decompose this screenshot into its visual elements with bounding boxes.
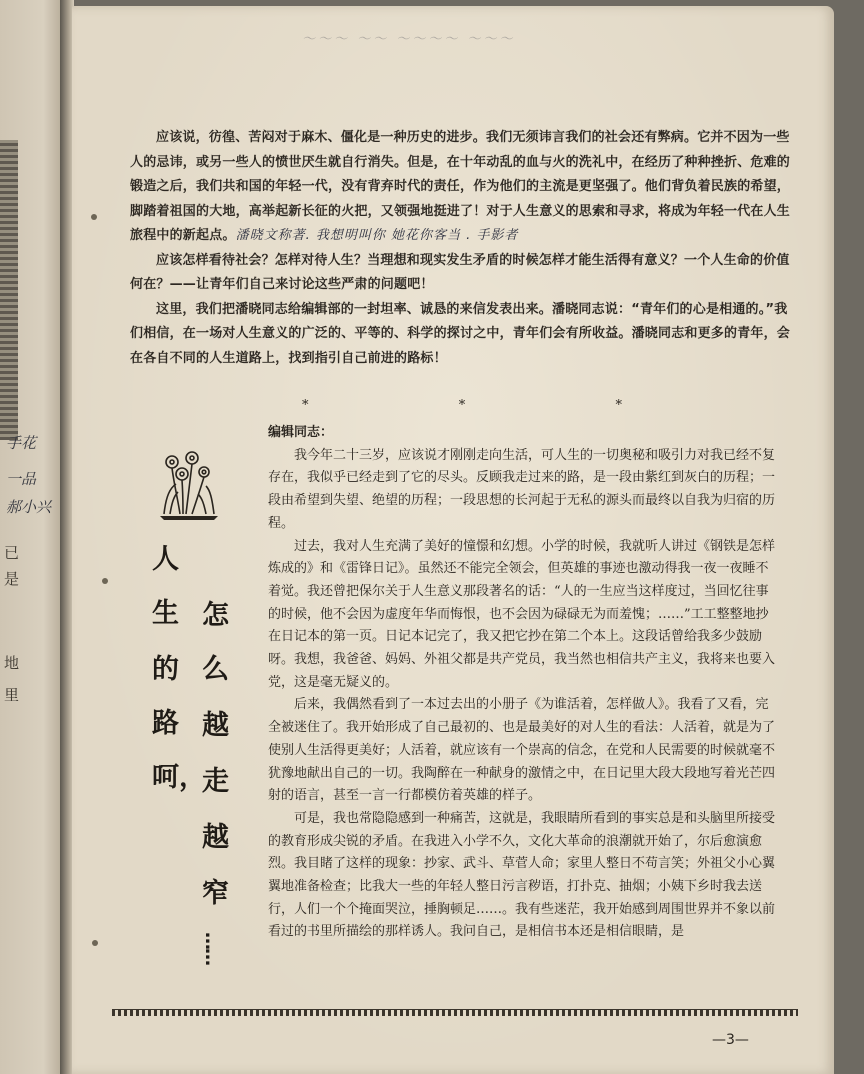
section-separator	[302, 398, 622, 413]
left-page-handwriting: 手花	[6, 434, 37, 452]
intro-paragraph: 应该说，彷徨、苦闷对于麻木、僵化是一种历史的进步。我们无须讳言我们的社会还有弊病。它并不因为一些人的忌讳，或另一些人的愤世厌生就自行消失。但是，在十年动乱的血与火的洗礼中，在经历了种种挫折、危难的锻造之后，我们共和国的年轻一代，没有背弃时代的责任，作为他们的主流是更坚强了。他们背负着民族的希望，脚踏着祖国的大地，高举起新长征的火把，又领强地挺进了！对于人生意义的思索和寻求，将成为年轻一代在人生旅程中的新起点。潘晓文称著. 我想明叫你 她花你客当 . 手影者	[130, 130, 791, 243]
faded-bleed-through: ～～～ ～～ ～～～～ ～～～	[302, 32, 516, 47]
intro-paragraph: 应该怎样看待社会？怎样对待人生？当理想和现实发生矛盾的时候怎样才能生活得有意义？一个人生命的价值何在？——让青年们自己来讨论这些严肃的问题吧！	[130, 252, 790, 292]
title-char: 么	[202, 654, 229, 685]
magazine-page	[72, 6, 834, 1074]
left-page-fragment: 是	[4, 570, 20, 588]
title-char: 越	[202, 822, 229, 853]
letter-salutation: 编辑同志：	[268, 425, 334, 440]
left-page-edge	[0, 0, 62, 1074]
left-page-handwriting: 一品	[6, 470, 37, 488]
separator-star: *	[458, 398, 466, 413]
letter-body	[268, 422, 778, 944]
letter-paragraph: 可是，我也常隐隐感到一种痛苦，这就是，我眼睛所看到的事实总是和头脑里所接受的教育形成尖锐的矛盾。在我进入小学不久，文化大革命的浪潮就开始了，尔后愈演愈烈。我目睹了这样的现象：抄家、武斗、草菅人命；家里人整日不苟言笑；外祖父小心翼翼地准备检查；比我大一些的年轻人整日污言秽语，打扑克、抽烟；小姨下乡时我去送行，人们一个个掩面哭泣，捶胸顿足……。我有些迷茫，我开始感到周围世界并不象以前看过的书里所描绘的那样诱人。我问自己，是相信书本还是相信眼睛，是	[268, 810, 776, 940]
intro-paragraph: 这里，我们把潘晓同志给编辑部的一封坦率、诚恳的来信发表出来。潘晓同志说：“青年们的心是相通的。”我们相信，在一场对人生意义的广泛的、平等的、科学的探讨之中，青年们会有所收益。潘晓同志和更多的青年，会在各自不同的人生道路上，找到指引自己前进的路标！	[130, 301, 791, 366]
letter-paragraph: 过去，我对人生充满了美好的憧憬和幻想。小学的时候，我就听人讲过《钢铁是怎样炼成的》和《雷锋日记》。虽然还不能完全领会，但英雄的事迹也激动得我一夜一夜睡不着觉。我还曾把保尔关于人生意义那段著名的话：“人的一生应当这样度过，当回忆往事的时候，他不会因为虚度年华而悔恨，也不会因为碌碌无为而羞愧；……”工工整整地抄在日记本的第一页。日记本记完了，我又把它抄在第二个本上。这段话曾给我多少鼓励呀。我想，我爸爸、妈妈、外祖父都是共产党员，我当然也相信共产主义，我将来也要入党，这是毫无疑义的。	[268, 538, 776, 690]
left-page-handwriting: 郝小兴	[6, 498, 52, 516]
title-char: 呵，	[152, 762, 206, 793]
narcissus-illustration	[156, 450, 222, 522]
left-page-fragment: 地	[4, 654, 20, 672]
title-char: 怎	[202, 600, 229, 631]
title-char: 路	[152, 708, 179, 739]
title-char: 窄	[202, 878, 229, 909]
title-char: 生	[152, 598, 179, 629]
binding-hole	[102, 578, 108, 584]
title-char: 走	[202, 766, 229, 797]
left-page-fragment: 里	[4, 686, 20, 704]
binding-hole	[92, 940, 98, 946]
left-page-fragment: 已	[4, 544, 20, 562]
page-number: —3—	[712, 1032, 749, 1048]
letter-paragraph: 我今年二十三岁，应该说才刚刚走向生活，可人生的一切奥秘和吸引力对我已经不复存在，我似乎已经走到了它的尽头。反顾我走过来的路，是一段由紫红到灰白的历程；一段由希望到失望、绝望的历程；一段思想的长河起于无私的源头而最终以自我为归宿的历程。	[268, 447, 776, 531]
letter-paragraph: 后来，我偶然看到了一本过去出的小册子《为谁活着，怎样做人》。我看了又看，完全被迷住了。我开始形成了自己最初的、也是最美好的对人生的看法：人活着，就是为了使别人生活得更美好；人活着，就应该有一个崇高的信念，在党和人民需要的时候就毫不犹豫地献出自己的一切。我陶醉在一种献身的激情之中，在日记里大段大段地写着光芒四射的语言，甚至一言一行都模仿着英雄的样子。	[268, 697, 776, 804]
editor-introduction	[130, 126, 790, 371]
separator-star: *	[615, 398, 622, 413]
title-char: 越	[202, 710, 229, 741]
title-ellipsis: ……	[201, 932, 222, 964]
footer-rule	[112, 1009, 798, 1016]
separator-star: *	[302, 398, 309, 413]
left-page-illustration	[0, 140, 18, 440]
title-char: 的	[152, 654, 179, 685]
handwritten-note: 潘晓文称著. 我想明叫你 她花你客当 . 手影者	[235, 228, 519, 243]
binding-hole	[91, 214, 97, 220]
title-char: 人	[152, 544, 179, 575]
